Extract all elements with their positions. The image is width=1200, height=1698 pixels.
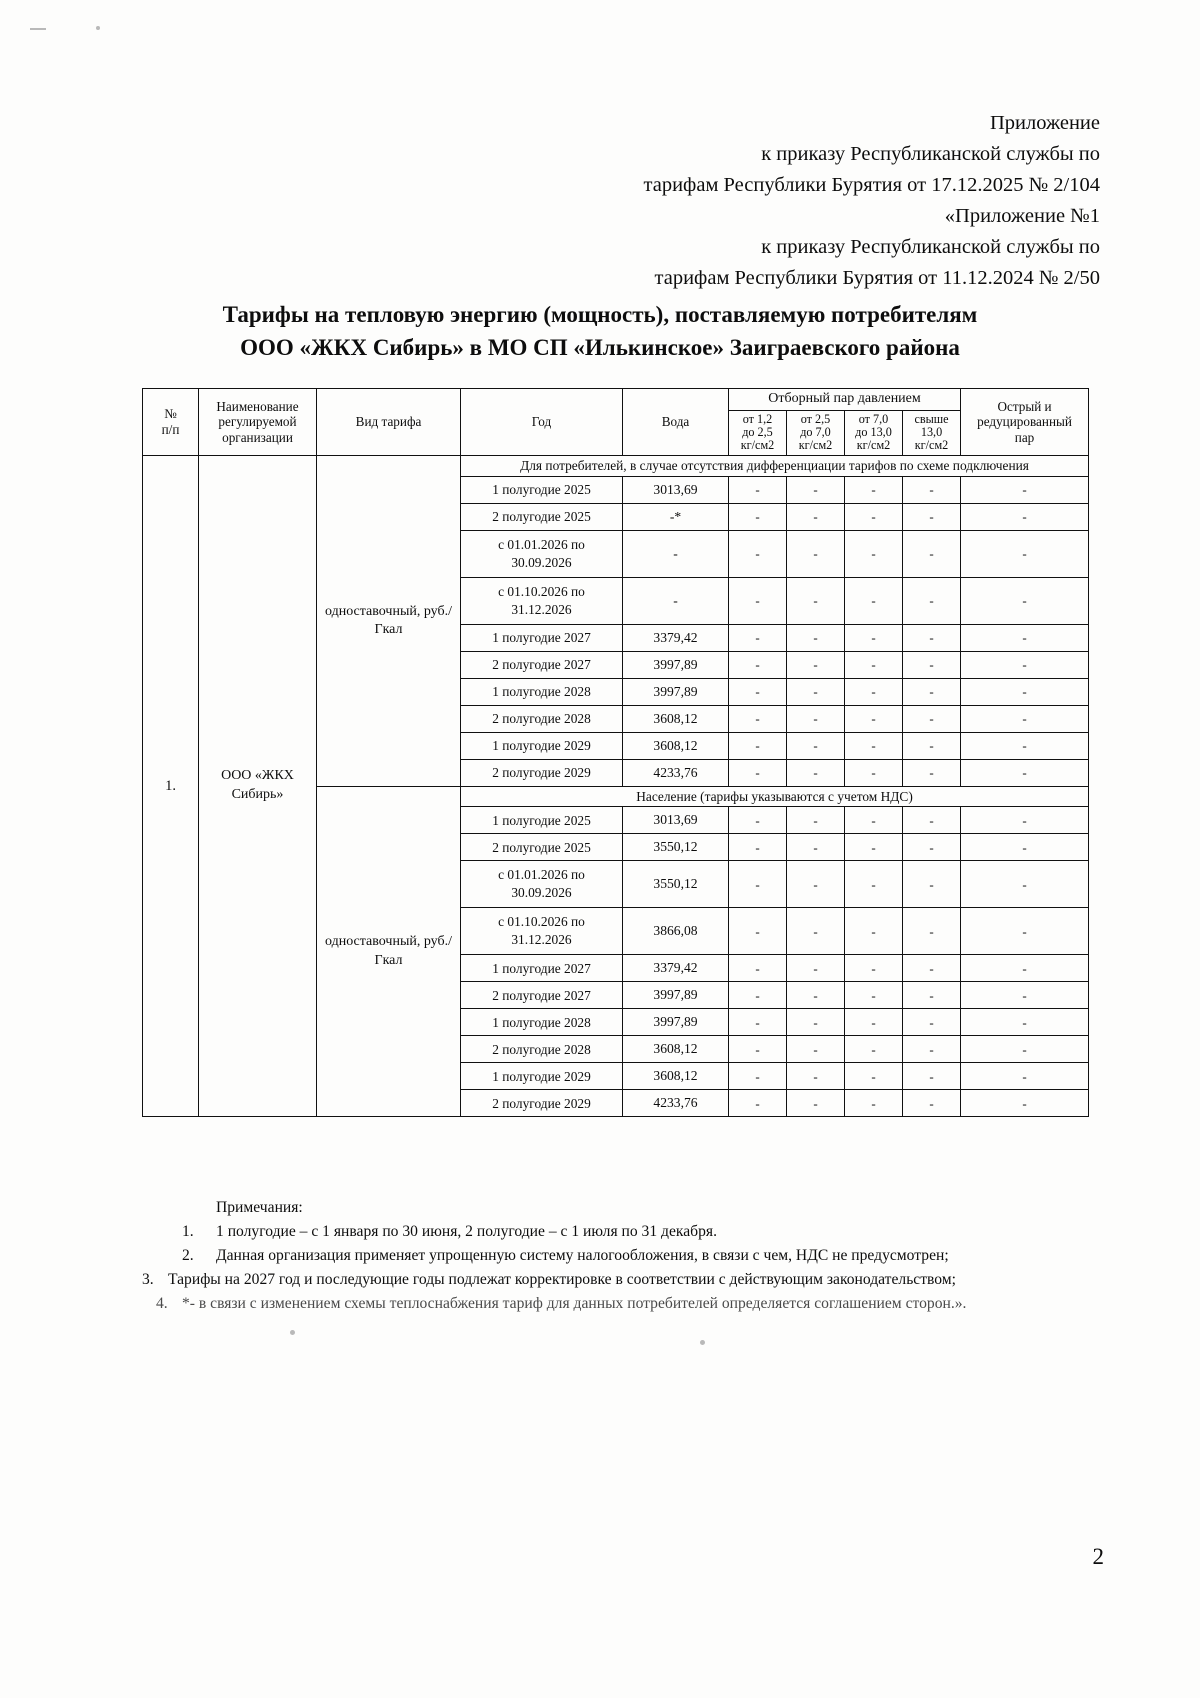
cell-sharp-steam: - [961, 1009, 1089, 1036]
cell-pressure-4: - [903, 861, 961, 908]
cell-pressure-4: - [903, 908, 961, 955]
cell-year-line-2: 30.09.2026 [511, 554, 572, 570]
cell-pressure-3: - [845, 1009, 903, 1036]
cell-pressure-2: - [787, 1009, 845, 1036]
cell-organization: ООО «ЖКХ Сибирь» [199, 455, 317, 1117]
cell-sharp-steam: - [961, 624, 1089, 651]
cell-pressure-1: - [729, 807, 787, 834]
cell-pressure-2: - [787, 530, 845, 577]
note-index-3: 3. [142, 1271, 154, 1288]
cell-pressure-1: - [729, 1090, 787, 1117]
scan-artifact [30, 28, 46, 30]
cell-water: 3866,08 [623, 908, 729, 955]
col-header-number: № п/п [143, 389, 199, 456]
cell-year: 1 полугодие 2029 [461, 732, 623, 759]
col-header-pressure-1: от 1,2 до 2,5 кг/см2 [729, 410, 787, 455]
cell-pressure-3: - [845, 861, 903, 908]
cell-water: 3997,89 [623, 651, 729, 678]
cell-pressure-4: - [903, 624, 961, 651]
col-header-tariff-type: Вид тарифа [317, 389, 461, 456]
cell-water: 3550,12 [623, 834, 729, 861]
cell-row-number: 1. [143, 455, 199, 1117]
cell-pressure-1: - [729, 759, 787, 786]
cell-water: 3608,12 [623, 732, 729, 759]
note-text-1: 1 полугодие – с 1 января по 30 июня, 2 полугодие – с 1 июля по 31 декабря. [216, 1223, 717, 1240]
cell-pressure-1: - [729, 705, 787, 732]
cell-pressure-1: - [729, 834, 787, 861]
cell-pressure-3: - [845, 651, 903, 678]
cell-year: 1 полугодие 2028 [461, 678, 623, 705]
cell-year: 1 полугодие 2029 [461, 1063, 623, 1090]
cell-water: 3550,12 [623, 861, 729, 908]
cell-pressure-4: - [903, 651, 961, 678]
cell-sharp-steam: - [961, 1063, 1089, 1090]
cell-year-line-1: с 01.01.2026 по [498, 867, 585, 883]
cell-year-line-1: с 01.10.2026 по [498, 583, 585, 599]
cell-pressure-3: - [845, 908, 903, 955]
cell-water: 3379,42 [623, 624, 729, 651]
cell-pressure-3: - [845, 624, 903, 651]
cell-pressure-4: - [903, 759, 961, 786]
cell-sharp-steam: - [961, 577, 1089, 624]
cell-tariff-type: одноставочный, руб./Гкал [317, 786, 461, 1117]
col-header-pressure-3: от 7,0 до 13,0 кг/см2 [845, 410, 903, 455]
col-header-steam-group: Отборный пар давлением [729, 389, 961, 411]
cell-sharp-steam: - [961, 908, 1089, 955]
note-text-4: *- в связи с изменением схемы теплоснабжения тариф для данных потребителей определяется соглашением сторон.». [182, 1295, 967, 1312]
table-section-header-row [143, 455, 1089, 476]
title-line-2: ООО «ЖКХ Сибирь» в МО СП «Илькинское» Заиграевского района [240, 335, 960, 360]
cell-water: -* [623, 503, 729, 530]
note-index-1: 1. [182, 1223, 194, 1240]
cell-pressure-2: - [787, 861, 845, 908]
cell-year: 1 полугодие 2025 [461, 807, 623, 834]
cell-pressure-2: - [787, 503, 845, 530]
cell-pressure-1: - [729, 678, 787, 705]
cell-year-line-1: с 01.01.2026 по [498, 536, 585, 552]
cell-tariff-type: одноставочный, руб./Гкал [317, 455, 461, 786]
cell-water: 3997,89 [623, 1009, 729, 1036]
cell-pressure-1: - [729, 651, 787, 678]
document-header [540, 108, 1100, 294]
cell-pressure-1: - [729, 955, 787, 982]
cell-pressure-2: - [787, 651, 845, 678]
cell-water: 3379,42 [623, 955, 729, 982]
title-line-1: Тарифы на тепловую энергию (мощность), поставляемую потребителям [222, 302, 978, 327]
cell-water: - [623, 530, 729, 577]
cell-water: 3608,12 [623, 1063, 729, 1090]
cell-pressure-4: - [903, 1009, 961, 1036]
cell-year: 2 полугодие 2025 [461, 503, 623, 530]
note-item-1 [142, 1220, 1088, 1244]
cell-year-line-1: с 01.10.2026 по [498, 914, 585, 930]
cell-year [461, 861, 623, 908]
cell-water: 4233,76 [623, 759, 729, 786]
cell-sharp-steam: - [961, 759, 1089, 786]
cell-pressure-4: - [903, 955, 961, 982]
cell-pressure-1: - [729, 732, 787, 759]
cell-year [461, 530, 623, 577]
cell-year: 1 полугодие 2028 [461, 1009, 623, 1036]
scan-artifact [700, 1340, 705, 1345]
cell-pressure-4: - [903, 577, 961, 624]
cell-pressure-1: - [729, 908, 787, 955]
cell-year: 2 полугодие 2029 [461, 759, 623, 786]
cell-water: 3997,89 [623, 982, 729, 1009]
cell-water: - [623, 577, 729, 624]
cell-pressure-2: - [787, 759, 845, 786]
cell-pressure-2: - [787, 476, 845, 503]
cell-pressure-4: - [903, 1063, 961, 1090]
section-title-no-differentiation: Для потребителей, в случае отсутствия дифференциации тарифов по схеме подключения [461, 455, 1089, 476]
cell-pressure-2: - [787, 982, 845, 1009]
cell-pressure-1: - [729, 1063, 787, 1090]
cell-pressure-3: - [845, 678, 903, 705]
table-header-row-1 [143, 389, 1089, 411]
page-title [100, 298, 1100, 364]
note-item-2 [142, 1244, 1088, 1268]
scan-artifact [290, 1330, 295, 1335]
cell-sharp-steam: - [961, 705, 1089, 732]
notes-section [142, 1196, 1088, 1316]
cell-sharp-steam: - [961, 476, 1089, 503]
cell-pressure-3: - [845, 807, 903, 834]
cell-sharp-steam: - [961, 1036, 1089, 1063]
section-title-population: Население (тарифы указываются с учетом НДС) [461, 786, 1089, 807]
cell-year [461, 908, 623, 955]
notes-title: Примечания: [216, 1199, 303, 1216]
cell-pressure-4: - [903, 503, 961, 530]
cell-water: 3608,12 [623, 1036, 729, 1063]
cell-year: 1 полугодие 2027 [461, 955, 623, 982]
cell-year-line-2: 30.09.2026 [511, 885, 572, 901]
cell-sharp-steam: - [961, 861, 1089, 908]
cell-year: 2 полугодие 2029 [461, 1090, 623, 1117]
cell-pressure-1: - [729, 503, 787, 530]
cell-pressure-2: - [787, 732, 845, 759]
cell-pressure-2: - [787, 624, 845, 651]
cell-pressure-2: - [787, 705, 845, 732]
cell-year: 1 полугодие 2025 [461, 476, 623, 503]
cell-pressure-4: - [903, 732, 961, 759]
cell-water: 3013,69 [623, 476, 729, 503]
cell-pressure-4: - [903, 476, 961, 503]
cell-pressure-3: - [845, 1036, 903, 1063]
cell-pressure-1: - [729, 476, 787, 503]
cell-pressure-3: - [845, 834, 903, 861]
cell-pressure-2: - [787, 908, 845, 955]
col-header-water: Вода [623, 389, 729, 456]
note-index-2: 2. [182, 1247, 194, 1264]
cell-pressure-2: - [787, 955, 845, 982]
cell-sharp-steam: - [961, 955, 1089, 982]
tariff-table [142, 388, 1089, 1117]
cell-pressure-3: - [845, 503, 903, 530]
cell-sharp-steam: - [961, 834, 1089, 861]
cell-pressure-3: - [845, 577, 903, 624]
cell-pressure-3: - [845, 1090, 903, 1117]
cell-pressure-3: - [845, 530, 903, 577]
cell-water: 3013,69 [623, 807, 729, 834]
note-item-3 [142, 1268, 1088, 1292]
col-header-year: Год [461, 389, 623, 456]
cell-pressure-4: - [903, 982, 961, 1009]
cell-pressure-1: - [729, 1009, 787, 1036]
cell-pressure-4: - [903, 530, 961, 577]
header-line-5: к приказу Республиканской службы по [761, 236, 1100, 258]
cell-year: 2 полугодие 2027 [461, 651, 623, 678]
cell-water: 3608,12 [623, 705, 729, 732]
cell-year: 2 полугодие 2028 [461, 705, 623, 732]
cell-pressure-1: - [729, 624, 787, 651]
cell-pressure-1: - [729, 577, 787, 624]
cell-pressure-4: - [903, 1090, 961, 1117]
cell-pressure-3: - [845, 759, 903, 786]
header-line-6: тарифам Республики Бурятия от 11.12.2024 № 2/50 [654, 267, 1100, 289]
cell-pressure-3: - [845, 705, 903, 732]
col-header-organization: Наименование регулируемой организации [199, 389, 317, 456]
cell-pressure-2: - [787, 1090, 845, 1117]
cell-year [461, 577, 623, 624]
cell-sharp-steam: - [961, 651, 1089, 678]
cell-sharp-steam: - [961, 678, 1089, 705]
cell-pressure-4: - [903, 834, 961, 861]
cell-pressure-4: - [903, 807, 961, 834]
header-line-3: тарифам Республики Бурятия от 17.12.2025 № 2/104 [643, 174, 1100, 196]
cell-pressure-1: - [729, 530, 787, 577]
header-line-4: «Приложение №1 [944, 205, 1100, 227]
cell-pressure-3: - [845, 982, 903, 1009]
cell-pressure-2: - [787, 678, 845, 705]
cell-pressure-1: - [729, 861, 787, 908]
cell-sharp-steam: - [961, 732, 1089, 759]
header-line-2: к приказу Республиканской службы по [761, 143, 1100, 165]
col-header-pressure-2: от 2,5 до 7,0 кг/см2 [787, 410, 845, 455]
cell-pressure-2: - [787, 577, 845, 624]
cell-sharp-steam: - [961, 530, 1089, 577]
page-number: 2 [1092, 1544, 1104, 1569]
col-header-sharp-steam: Острый и редуцированный пар [961, 389, 1089, 456]
cell-year-line-2: 31.12.2026 [511, 932, 572, 948]
cell-pressure-3: - [845, 476, 903, 503]
cell-sharp-steam: - [961, 982, 1089, 1009]
header-line-1: Приложение [989, 112, 1100, 134]
cell-pressure-2: - [787, 834, 845, 861]
cell-year: 2 полугодие 2028 [461, 1036, 623, 1063]
note-text-3: Тарифы на 2027 год и последующие годы подлежат корректировке в соответствии с действующим законодательством; [168, 1271, 956, 1288]
cell-sharp-steam: - [961, 1090, 1089, 1117]
cell-pressure-3: - [845, 732, 903, 759]
cell-year: 1 полугодие 2027 [461, 624, 623, 651]
cell-water: 4233,76 [623, 1090, 729, 1117]
cell-sharp-steam: - [961, 807, 1089, 834]
cell-pressure-2: - [787, 807, 845, 834]
note-item-4 [142, 1292, 1088, 1316]
note-text-2: Данная организация применяет упрощенную систему налогообложения, в связи с чем, НДС не предусмотрен; [216, 1247, 949, 1264]
cell-pressure-4: - [903, 678, 961, 705]
cell-year: 2 полугодие 2027 [461, 982, 623, 1009]
cell-pressure-4: - [903, 1036, 961, 1063]
cell-pressure-4: - [903, 705, 961, 732]
cell-year: 2 полугодие 2025 [461, 834, 623, 861]
cell-pressure-2: - [787, 1036, 845, 1063]
scan-artifact [96, 26, 100, 30]
cell-pressure-1: - [729, 1036, 787, 1063]
cell-pressure-3: - [845, 1063, 903, 1090]
col-header-pressure-4: свыше 13,0 кг/см2 [903, 410, 961, 455]
note-index-4: 4. [156, 1295, 168, 1312]
cell-water: 3997,89 [623, 678, 729, 705]
cell-pressure-2: - [787, 1063, 845, 1090]
cell-pressure-3: - [845, 955, 903, 982]
cell-year-line-2: 31.12.2026 [511, 601, 572, 617]
table-body [143, 455, 1089, 1117]
cell-pressure-1: - [729, 982, 787, 1009]
cell-sharp-steam: - [961, 503, 1089, 530]
